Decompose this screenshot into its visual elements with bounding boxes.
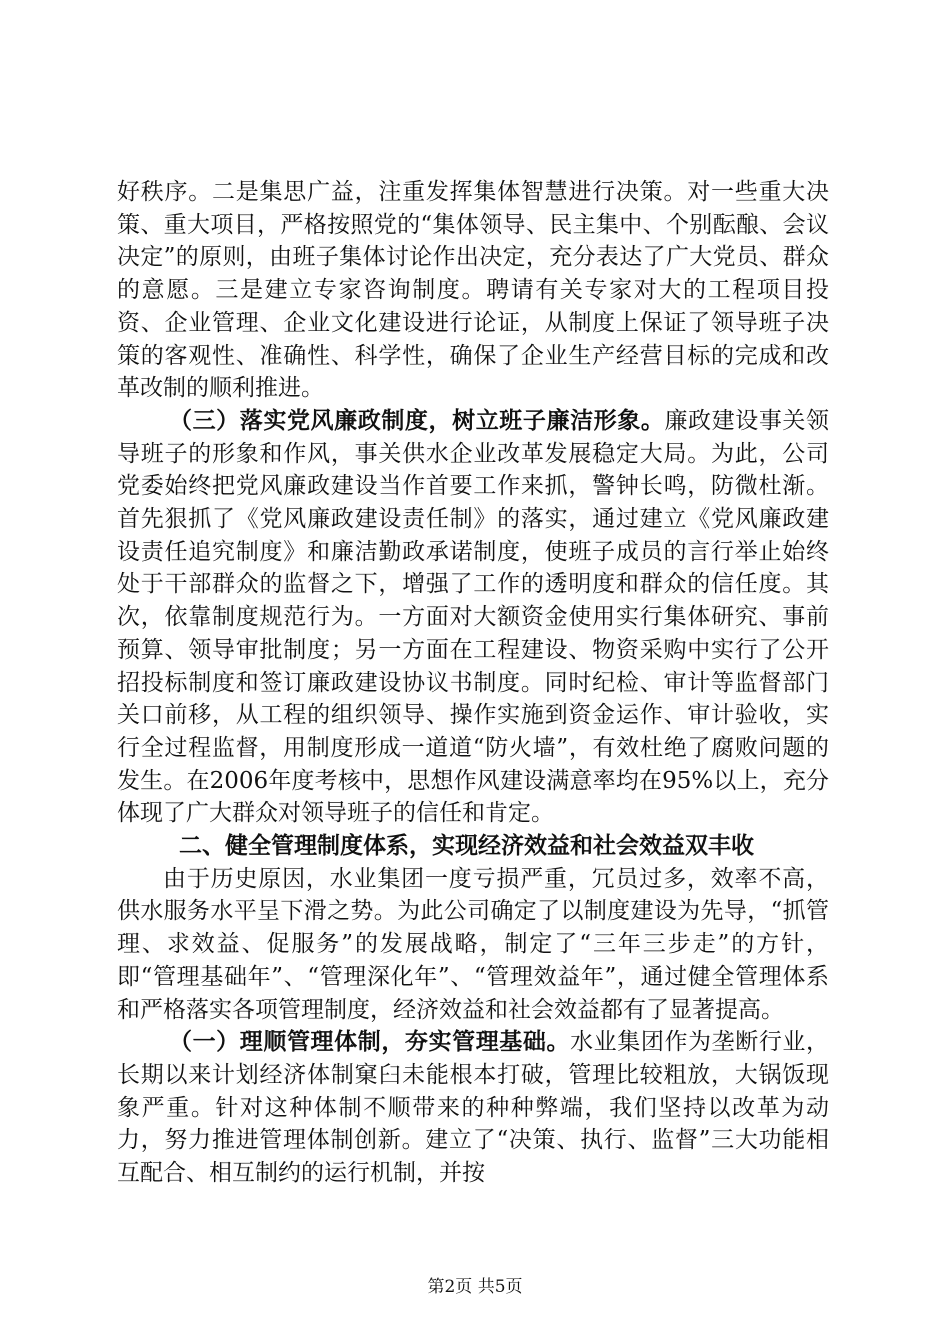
document-body bbox=[117, 176, 829, 1190]
paragraph-text: 由于历史原因，水业集团一度亏损严重，冗员过多，效率不高，供水服务水平呈下滑之势。为此公司确定了以制度建设为先导，“抓管理、求效益、促服务”的发展战略，制定了“三年三步走”的方针，即“管理基础年”、“管理深化年”、“管理效益年”，通过健全管理体系和严格落实各项管理制度，经济效益和社会效益都有了显著提高。 bbox=[117, 865, 829, 1023]
paragraph-text: 好秩序。二是集思广益，注重发挥集体智慧进行决策。对一些重大决策、重大项目，严格按照党的“集体领导、民主集中、个别酝酿、会议决定”的原则，由班子集体讨论作出决定，充分表达了广大党员、群众的意愿。三是建立专家咨询制度。聘请有关专家对大的工程项目投资、企业管理、企业文化建设进行论证，从制度上保证了领导班子决策的客观性、准确性、科学性，确保了企业生产经营目标的完成和改革改制的顺利推进。 bbox=[117, 179, 829, 402]
paragraph-management-intro bbox=[117, 863, 829, 1027]
paragraph-lead-heading: （一）理顺管理体制，夯实管理基础。 bbox=[169, 1028, 571, 1056]
paragraph-continuation bbox=[117, 176, 829, 405]
paragraph-management-system bbox=[117, 1026, 829, 1190]
section-heading: 二、健全管理制度体系，实现经济效益和社会效益双丰收 bbox=[179, 832, 754, 860]
page-footer: 第2页 共5页 bbox=[427, 1277, 523, 1297]
paragraph-text: 廉政建设事关领导班子的形象和作风，事关供水企业改革发展稳定大局。为此，公司党委始终把党风廉政建设当作首要工作来抓，警钟长鸣，防微杜渐。首先狠抓了《党风廉政建设责任制》的落实，通过建立《党风廉政建设责任追究制度》和廉洁勤政承诺制度，使班子成员的言行举止始终处于干部群众的监督之下，增强了工作的透明度和群众的信任度。其次，依靠制度规范行为。一方面对大额资金使用实行集体研究、事前预算、领导审批制度；另一方面在工程建设、物资采购中实行了公开招投标制度和签订廉政建设协议书制度。同时纪检、审计等监督部门关口前移，从工程的组织领导、操作实施到资金运作、审计验收，实行全过程监督，用制度形成一道道“防火墙”，有效杜绝了腐败问题的发生。在2006年度考核中，思想作风建设满意率均在95%以上，充分体现了广大群众对领导班子的信任和肯定。 bbox=[117, 407, 830, 827]
paragraph-text: 水业集团作为垄断行业，长期以来计划经济体制窠臼未能根本打破，管理比较粗放，大锅饭现象严重。针对这种体制不顺带来的种种弊端，我们坚持以改革为动力，努力推进管理体制创新。建立了“决策、执行、监督”三大功能相互配合、相互制约的运行机制，并按 bbox=[117, 1029, 830, 1187]
paragraph-anti-corruption bbox=[117, 405, 829, 830]
paragraph-lead-heading: （三）落实党风廉政制度，树立班子廉洁形象。 bbox=[169, 406, 665, 434]
